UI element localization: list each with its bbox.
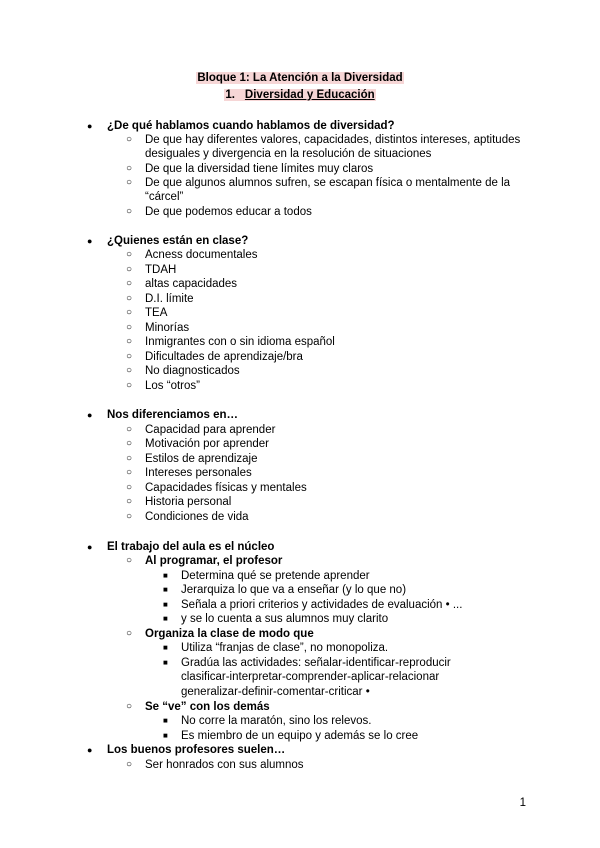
list-item: No corre la maratón, sino los relevos.	[181, 715, 372, 727]
section-heading: El trabajo del aula es el núcleo	[107, 541, 275, 553]
subtitle-text: Diversidad y Educación	[244, 89, 375, 101]
list-item: Motivación por aprender	[145, 438, 270, 450]
list-item: Dificultades de aprendizaje/bra	[145, 351, 303, 363]
list-item: No diagnosticados	[145, 365, 240, 377]
bullet-marker: ○	[126, 177, 133, 188]
list-item: De que hay diferentes valores, capacidades, distintos intereses, aptitudes	[145, 134, 521, 146]
bullet-marker: ○	[126, 322, 133, 333]
bullet-marker: ●	[87, 236, 93, 246]
list-item: De que la diversidad tiene límites muy claros	[145, 163, 374, 175]
list-item-continuation: clasificar-interpretar-comprender-aplicar-relacionar	[181, 671, 440, 683]
list-item: Utiliza “franjas de clase”, no monopoliza.	[181, 642, 389, 654]
bullet-marker: ○	[126, 365, 133, 376]
bullet-marker: ○	[126, 467, 133, 478]
bullet-marker: ○	[126, 555, 133, 566]
bullet-marker: ○	[126, 380, 133, 391]
bullet-marker: ○	[126, 424, 133, 435]
bullet-marker: ■	[163, 600, 168, 609]
list-item: Intereses personales	[145, 467, 252, 479]
bullet-marker: ●	[87, 121, 93, 131]
bullet-marker: ■	[163, 643, 168, 652]
list-item: y se lo cuenta a sus alumnos muy clarito	[181, 613, 389, 625]
section-heading: Nos diferenciamos en…	[107, 409, 239, 421]
list-item: Gradúa las actividades: señalar-identificar-reproducir	[181, 657, 451, 669]
bullet-marker: ○	[126, 759, 133, 770]
bullet-marker: ○	[126, 351, 133, 362]
bullet-marker: ○	[126, 249, 133, 260]
list-item: Inmigrantes con o sin idioma español	[145, 336, 335, 348]
subsection-heading: Se “ve” con los demás	[145, 701, 270, 713]
bullet-marker: ○	[126, 701, 133, 712]
page-title: Bloque 1: La Atención a la Diversidad	[197, 72, 403, 84]
bullet-marker: ●	[87, 542, 93, 552]
list-item: Historia personal	[145, 496, 232, 508]
bullet-marker: ○	[126, 134, 133, 145]
bullet-marker: ○	[126, 628, 133, 639]
list-item: Ser honrados con sus alumnos	[145, 759, 304, 771]
list-item: D.I. límite	[145, 293, 194, 305]
section-heading: Los buenos profesores suelen…	[107, 744, 286, 756]
bullet-marker: ○	[126, 511, 133, 522]
bullet-marker: ■	[163, 571, 168, 580]
bullet-marker: ●	[87, 745, 93, 755]
bullet-marker: ○	[126, 163, 133, 174]
list-item: Los “otros”	[145, 380, 200, 392]
section-heading: ¿Quienes están en clase?	[107, 235, 249, 247]
list-item: Minorías	[145, 322, 190, 334]
bullet-marker: ○	[126, 264, 133, 275]
subsection-heading: Al programar, el profesor	[145, 555, 283, 567]
list-item: Capacidad para aprender	[145, 424, 276, 436]
list-item: altas capacidades	[145, 278, 238, 290]
list-item: Capacidades físicas y mentales	[145, 482, 307, 494]
subtitle-number: 1.	[225, 89, 235, 101]
bullet-marker: ■	[163, 731, 168, 740]
page-subtitle	[0, 88, 600, 102]
bullet-marker: ○	[126, 307, 133, 318]
list-item-continuation: “cárcel”	[145, 191, 184, 203]
list-item: Acness documentales	[145, 249, 258, 261]
bullet-marker: ■	[163, 585, 168, 594]
bullet-marker: ■	[163, 716, 168, 725]
bullet-marker: ■	[163, 614, 168, 623]
list-item: TDAH	[145, 264, 177, 276]
subsection-heading: Organiza la clase de modo que	[145, 628, 314, 640]
bullet-marker: ●	[87, 410, 93, 420]
bullet-marker: ■	[163, 658, 168, 667]
list-item: Determina qué se pretende aprender	[181, 570, 370, 582]
section-heading: ¿De qué hablamos cuando hablamos de diversidad?	[107, 120, 395, 132]
bullet-marker: ○	[126, 278, 133, 289]
bullet-marker: ○	[126, 206, 133, 217]
list-item: Estilos de aprendizaje	[145, 453, 258, 465]
bullet-marker: ○	[126, 293, 133, 304]
list-item-continuation: desiguales y divergencia en la resolución de situaciones	[145, 148, 432, 160]
list-item: Es miembro de un equipo y además se lo cree	[181, 730, 419, 742]
list-item: De que podemos educar a todos	[145, 206, 312, 218]
list-item: Condiciones de vida	[145, 511, 249, 523]
bullet-marker: ○	[126, 496, 133, 507]
list-item: De que algunos alumnos sufren, se escapan física o mentalmente de la	[145, 177, 511, 189]
bullet-marker: ○	[126, 438, 133, 449]
bullet-marker: ○	[126, 482, 133, 493]
list-item-continuation: generalizar-definir-comentar-criticar •	[181, 686, 370, 698]
list-item: Señala a priori criterios y actividades de evaluación • ...	[181, 599, 463, 611]
list-item: Jerarquiza lo que va a enseñar (y lo que no)	[181, 584, 407, 596]
list-item: TEA	[145, 307, 168, 319]
bullet-marker: ○	[126, 336, 133, 347]
page-number: 1	[519, 797, 526, 809]
bullet-marker: ○	[126, 453, 133, 464]
